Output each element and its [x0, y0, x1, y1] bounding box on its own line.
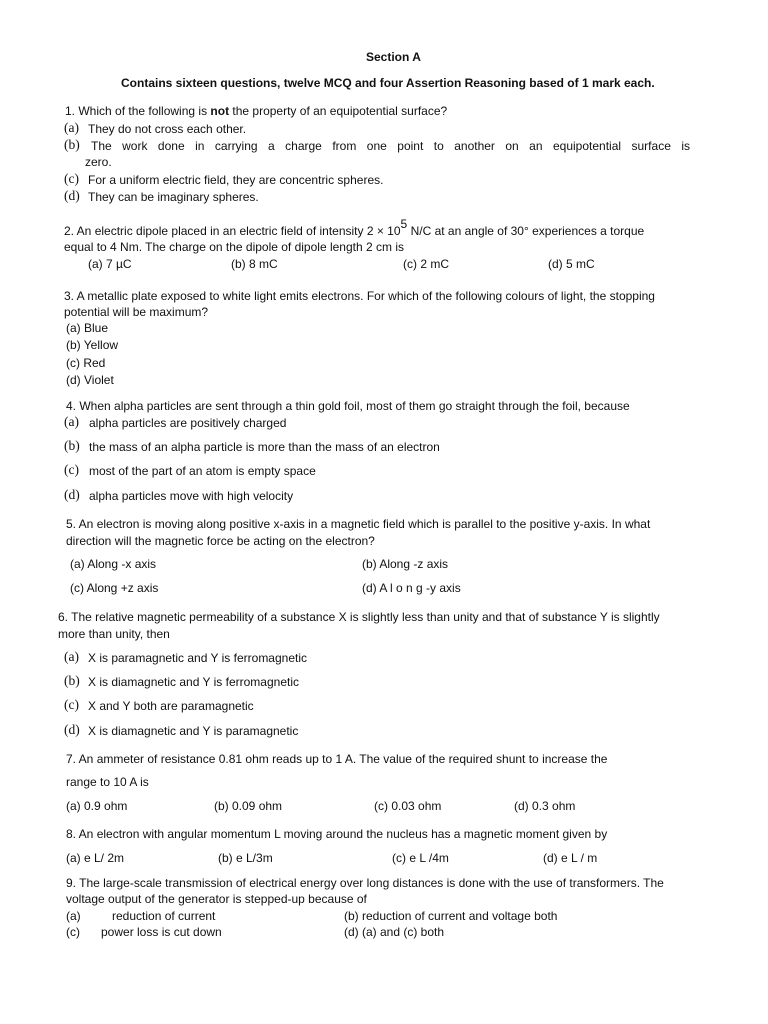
q6-option-c-label: (c) [64, 697, 79, 712]
q4-option-c-label: (c) [64, 462, 79, 477]
q1-option-c-label: (c) [64, 171, 79, 186]
q6-option-d-text: X is diamagnetic and Y is paramagnetic [88, 724, 299, 738]
q1-stem-emphasis: not [210, 104, 230, 118]
q3-option-b: (b) Yellow [66, 338, 119, 352]
q8-option-c: (c) e L /4m [392, 851, 449, 865]
q5-stem-line1: 5. An electron is moving along positive x-axis in a magnetic field which is parallel to the positive y-axis. In what [66, 517, 651, 531]
q9-option-a-text: reduction of current [112, 909, 216, 923]
q3-option-c: (c) Red [66, 356, 106, 370]
q2-stem-line1: 2. An electric dipole placed in an electric field of intensity 2 × 105 N/C at an angle of 30° experiences a torque [64, 217, 645, 238]
q5-option-b: (b) Along -z axis [362, 557, 449, 571]
q3-option-a: (a) Blue [66, 321, 109, 335]
q9-option-b: (b) reduction of current and voltage both [344, 909, 558, 923]
q4-stem: 4. When alpha particles are sent through a thin gold foil, most of them go straight through the foil, because [66, 399, 630, 413]
q1-option-b-continuation: zero. [85, 155, 112, 169]
q5-option-a: (a) Along -x axis [70, 557, 157, 571]
q7-option-c: (c) 0.03 ohm [374, 799, 442, 813]
q8-option-b: (b) e L/3m [218, 851, 273, 865]
q7-stem-line1: 7. An ammeter of resistance 0.81 ohm reads up to 1 A. The value of the required shunt to increase the [66, 752, 608, 766]
q4-option-a-label: (a) [64, 414, 79, 429]
section-title: Section A [366, 50, 421, 64]
q1-option-b-text: The work done in carrying a charge from one point to another on an equipotential surface is [91, 139, 690, 153]
q1-option-a-label: (a) [64, 120, 79, 135]
q6-stem-line1: 6. The relative magnetic permeability of a substance X is slightly less than unity and that of substance Y is slightly [58, 610, 660, 624]
q4-option-b-label: (b) [64, 438, 80, 453]
q5-option-d: (d) A l o n g -y axis [362, 581, 461, 595]
q6-option-a-text: X is paramagnetic and Y is ferromagnetic [88, 651, 308, 665]
q1-option-d-text: They can be imaginary spheres. [88, 190, 259, 204]
q2-option-a: (a) 7 µC [88, 257, 132, 271]
q8-stem: 8. An electron with angular momentum L moving around the nucleus has a magnetic moment given by [66, 827, 608, 841]
q6-stem-line2: more than unity, then [58, 627, 170, 641]
q3-stem-line1: 3. A metallic plate exposed to white light emits electrons. For which of the following colours of light, the stopping [64, 289, 655, 303]
q1-option-b-label: (b) [64, 137, 80, 152]
section-instructions: Contains sixteen questions, twelve MCQ and four Assertion Reasoning based of 1 mark each. [121, 76, 655, 90]
q2-stem-line2: equal to 4 Nm. The charge on the dipole of dipole length 2 cm is [64, 240, 404, 254]
q2-option-b: (b) 8 mC [231, 257, 278, 271]
q6-option-d-label: (d) [64, 722, 80, 737]
q1-option-a-text: They do not cross each other. [88, 122, 247, 136]
q9-option-c-label: (c) [66, 925, 80, 939]
q3-stem-line2: potential will be maximum? [64, 305, 209, 319]
q5-option-c: (c) Along +z axis [70, 581, 159, 595]
q6-option-a-label: (a) [64, 649, 79, 664]
q9-stem-line1: 9. The large-scale transmission of electrical energy over long distances is done with the use of transformers. The [66, 876, 664, 890]
q2-exponent: 5 [400, 217, 408, 231]
q7-stem-line2: range to 10 A is [66, 775, 149, 789]
q4-option-c-text: most of the part of an atom is empty space [89, 464, 316, 478]
q7-option-b: (b) 0.09 ohm [214, 799, 283, 813]
q4-option-b-text: the mass of an alpha particle is more than the mass of an electron [89, 440, 440, 454]
q9-option-d: (d) (a) and (c) both [344, 925, 445, 939]
q6-option-b-text: X is diamagnetic and Y is ferromagnetic [88, 675, 300, 689]
q6-option-c-text: X and Y both are paramagnetic [88, 699, 254, 713]
q9-option-c-text: power loss is cut down [101, 925, 222, 939]
q2-option-c: (c) 2 mC [403, 257, 449, 271]
q1-option-c-text: For a uniform electric field, they are concentric spheres. [88, 173, 384, 187]
q7-option-a: (a) 0.9 ohm [66, 799, 128, 813]
q5-stem-line2: direction will the magnetic force be acting on the electron? [66, 534, 375, 548]
q4-option-a-text: alpha particles are positively charged [89, 416, 287, 430]
q4-option-d-label: (d) [64, 487, 80, 502]
q8-option-a: (a) e L/ 2m [66, 851, 125, 865]
q3-option-d: (d) Violet [66, 373, 114, 387]
q7-option-d: (d) 0.3 ohm [514, 799, 576, 813]
q9-stem-line2: voltage output of the generator is stepped-up because of [66, 892, 367, 906]
q1-stem: 1. Which of the following is not the property of an equipotential surface? [65, 104, 448, 118]
q4-option-d-text: alpha particles move with high velocity [89, 489, 294, 503]
q8-option-d: (d) e L / m [543, 851, 598, 865]
q1-option-d-label: (d) [64, 188, 80, 203]
q6-option-b-label: (b) [64, 673, 80, 688]
q2-option-d: (d) 5 mC [548, 257, 595, 271]
q9-option-a-label: (a) [66, 909, 81, 923]
